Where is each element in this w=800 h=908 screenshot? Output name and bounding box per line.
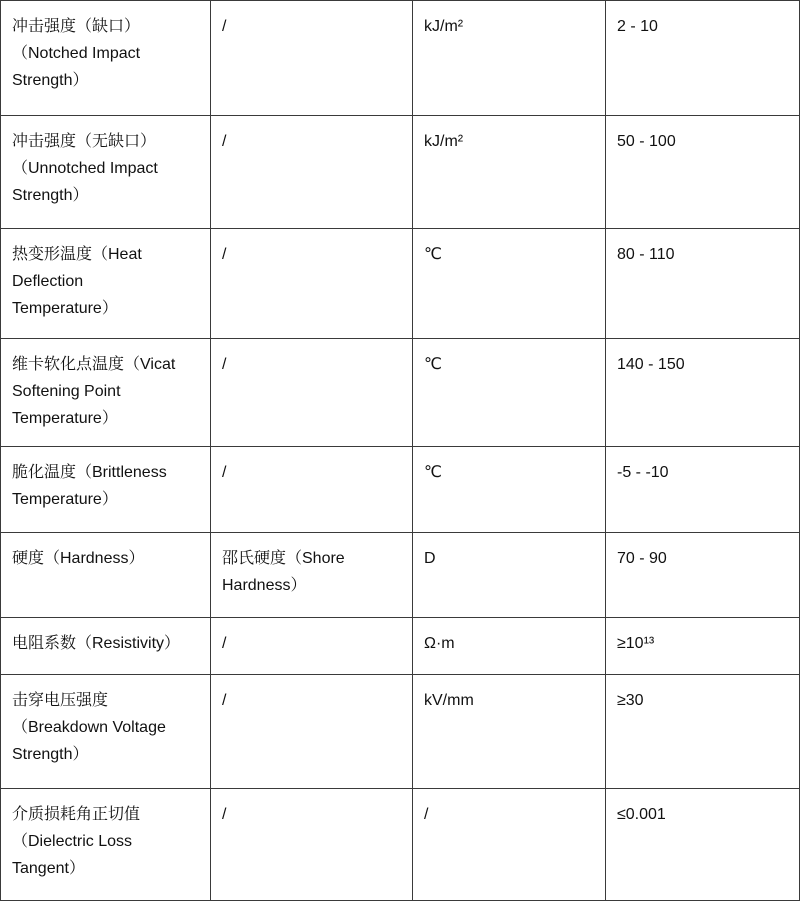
property-name: 热变形温度（Heat Deflection Temperature） — [12, 246, 142, 317]
test-method: / — [222, 692, 227, 709]
property-name: 冲击强度（缺口） （Notched Impact Strength） — [12, 18, 141, 89]
property-name: 击穿电压强度 （Breakdown Voltage Strength） — [12, 692, 166, 763]
property-name: 维卡软化点温度（Vicat Softening Point Temperature） — [12, 356, 176, 427]
method-cell — [211, 533, 413, 618]
unit: / — [424, 806, 429, 823]
test-method: / — [222, 133, 227, 150]
property-name: 硬度（Hardness） — [12, 550, 145, 567]
unit: ℃ — [424, 356, 442, 373]
method-cell — [211, 339, 413, 447]
unit-cell — [413, 675, 606, 789]
value-cell — [606, 789, 800, 901]
property-cell — [1, 618, 211, 675]
value-cell — [606, 116, 800, 229]
value-cell — [606, 229, 800, 339]
value: ≤0.001 — [617, 806, 666, 823]
unit: kJ/m² — [424, 18, 464, 35]
table-row — [1, 339, 800, 447]
property-cell — [1, 116, 211, 229]
value: 70 - 90 — [617, 550, 667, 567]
method-cell — [211, 675, 413, 789]
unit: Ω·m — [424, 635, 455, 652]
test-method: / — [222, 18, 227, 35]
value: 80 - 110 — [617, 246, 675, 263]
unit: ℃ — [424, 464, 442, 481]
value-cell — [606, 675, 800, 789]
method-cell — [211, 1, 413, 116]
table-row — [1, 675, 800, 789]
method-cell — [211, 447, 413, 533]
value: -5 - -10 — [617, 464, 669, 481]
test-method: / — [222, 635, 227, 652]
table-row — [1, 229, 800, 339]
unit-cell — [413, 339, 606, 447]
unit: kJ/m² — [424, 133, 464, 150]
value: 140 - 150 — [617, 356, 685, 373]
property-cell — [1, 533, 211, 618]
property-cell — [1, 447, 211, 533]
property-name: 电阻系数（Resistivity） — [12, 635, 181, 652]
value-cell — [606, 1, 800, 116]
value: ≥30 — [617, 692, 644, 709]
table-row — [1, 789, 800, 901]
unit: ℃ — [424, 246, 442, 263]
value-cell — [606, 339, 800, 447]
property-name: 脆化温度（Brittleness Temperature） — [12, 464, 167, 508]
property-name: 介质损耗角正切值 （Dielectric Loss Tangent） — [12, 806, 141, 877]
test-method: / — [222, 464, 227, 481]
value-cell — [606, 618, 800, 675]
unit-cell — [413, 618, 606, 675]
value: ≥10¹³ — [617, 635, 655, 652]
table-row — [1, 618, 800, 675]
test-method: / — [222, 356, 227, 373]
value: 50 - 100 — [617, 133, 676, 150]
unit-cell — [413, 229, 606, 339]
method-cell — [211, 789, 413, 901]
value-cell — [606, 447, 800, 533]
unit-cell — [413, 789, 606, 901]
property-name: 冲击强度（无缺口） （Unnotched Impact Strength） — [12, 133, 158, 204]
property-cell — [1, 789, 211, 901]
value: 2 - 10 — [617, 18, 658, 35]
unit-cell — [413, 116, 606, 229]
property-cell — [1, 1, 211, 116]
test-method: / — [222, 246, 227, 263]
unit: kV/mm — [424, 692, 474, 709]
property-cell — [1, 229, 211, 339]
table-row — [1, 533, 800, 618]
table-row — [1, 1, 800, 116]
method-cell — [211, 116, 413, 229]
method-cell — [211, 618, 413, 675]
test-method: 邵氏硬度（Shore Hardness） — [222, 550, 345, 594]
method-cell — [211, 229, 413, 339]
unit-cell — [413, 1, 606, 116]
table-row — [1, 116, 800, 229]
property-cell — [1, 339, 211, 447]
property-cell — [1, 675, 211, 789]
value-cell — [606, 533, 800, 618]
unit-cell — [413, 447, 606, 533]
test-method: / — [222, 806, 227, 823]
unit-cell — [413, 533, 606, 618]
table-row — [1, 447, 800, 533]
unit: D — [424, 550, 436, 567]
